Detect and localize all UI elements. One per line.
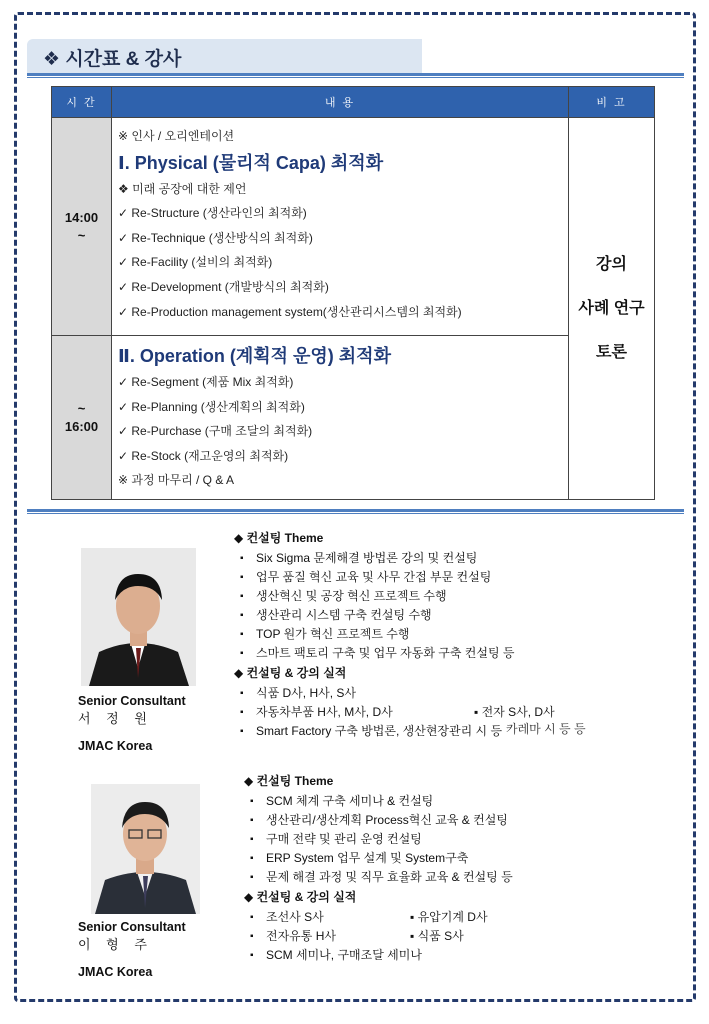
divider	[27, 513, 684, 514]
divider	[27, 77, 684, 78]
instructor-cv: ◆ 컨설팅 Theme ▪ SCM 체계 구축 세미나 & 컨설팅 ▪ 생산관리/생산계획 Process혁신 교육 & 컨설팅 ▪ 구매 전략 및 관리 운영 컨설팅 ▪ ERP System 업무 설계 및 System구축 ▪ 문제 해결 과정 및 직무 효율화 교육 & 컨설팅 등 ◆ 컨설팅 & 강의 실적 ▪ 조선사 S사 ▪ 유압기계 D사 ▪ 전자유통 H사 ▪ 식품 S사 ▪ SCM 세미나, 구매조달 세미나	[244, 771, 513, 965]
section-header	[27, 39, 422, 73]
header-content: 내 용	[112, 87, 569, 118]
instructor-photo	[81, 548, 196, 686]
content-line: ✓ Re-Purchase (구매 조달의 최적화)	[118, 424, 313, 439]
list-item: ▪ SCM 세미나, 구매조달 세미나	[244, 946, 513, 965]
content-block-2	[112, 336, 569, 500]
instructor-info: Senior Consultant 서 정 원 JMAC Korea	[78, 694, 186, 753]
content-heading: Ⅱ. Operation (계획적 운영) 최적화	[118, 346, 391, 366]
time-cell-start: 14:00 ~	[52, 118, 112, 336]
instructor-info: Senior Consultant 이 형 주 JMAC Korea	[78, 920, 186, 979]
list-item: ▪ 식품 D사, H사, S사	[234, 684, 515, 703]
content-line: ✓ Re-Planning (생산계획의 최적화)	[118, 399, 305, 414]
content-line: ✓ Re-Facility (설비의 최적화)	[118, 255, 273, 270]
divider	[27, 73, 684, 76]
header-time: 시 간	[52, 87, 112, 118]
content-line: ✓ Re-Production management system(생산관리시스템의 최적화)	[118, 304, 462, 319]
content-line: ✓ Re-Segment (제품 Mix 최적화)	[118, 375, 294, 389]
list-item: ▪ Smart Factory 구축 방법론, 생산현장관리 시 등 카레마 시 등 등	[234, 722, 515, 741]
list-item: ▪ 구매 전략 및 관리 운영 컨설팅	[244, 830, 513, 849]
list-item: ▪ 스마트 팩토리 구축 및 업무 자동화 구축 컨설팅 등	[234, 644, 515, 663]
instructor-cv: ◆ 컨설팅 Theme ▪ Six Sigma 문제해결 방법론 강의 및 컨설팅 ▪ 업무 품질 혁신 교육 및 사무 간접 부문 컨설팅 ▪ 생산혁신 및 공장 혁신 프로젝트 수행 ▪ 생산관리 시스템 구축 컨설팅 수행 ▪ TOP 원가 혁신 프로젝트 수행 ▪ 스마트 팩토리 구축 및 업무 자동화 구축 컨설팅 등 ◆ 컨설팅 & 강의 실적 ▪ 식품 D사, H사, S사 ▪ 자동차부품 H사, M사, D사 ▪ 전자 S사, D사 ▪ Smart Factory 구축 방법론, 생산현장관리 시 등 카레마 시 등 등	[234, 528, 515, 741]
header-note: 비 고	[569, 87, 655, 118]
list-item: ▪ 자동차부품 H사, M사, D사 ▪ 전자 S사, D사	[234, 703, 515, 722]
diamond-icon: ❖	[43, 49, 61, 70]
content-line: ❖ 미래 공장에 대한 제언	[118, 181, 247, 196]
list-item: ▪ Six Sigma 문제해결 방법론 강의 및 컨설팅	[234, 549, 515, 568]
list-item: ▪ 문제 해결 과정 및 직무 효율화 교육 & 컨설팅 등	[244, 868, 513, 887]
content-block-1	[112, 118, 569, 336]
content-line: ✓ Re-Technique (생산방식의 최적화)	[118, 230, 313, 245]
list-item: ▪ 업무 품질 혁신 교육 및 사무 간접 부문 컨설팅	[234, 568, 515, 587]
content-line: ※ 인사 / 오리엔테이션	[118, 129, 235, 143]
schedule-table	[51, 86, 655, 500]
divider	[27, 509, 684, 512]
time-cell-end: ~ 16:00	[52, 336, 112, 500]
content-line: ✓ Re-Development (개발방식의 최적화)	[118, 279, 329, 294]
section-title: ❖ 시간표 & 강사	[43, 49, 182, 70]
content-heading: Ⅰ. Physical (물리적 Capa) 최적화	[118, 152, 384, 173]
list-item: ▪ TOP 원가 혁신 프로젝트 수행	[234, 625, 515, 644]
content-line: ✓ Re-Stock (재고운영의 최적화)	[118, 448, 289, 463]
list-item: ▪ ERP System 업무 설계 및 System구축	[244, 849, 513, 868]
list-item: ▪ 생산관리/생산계획 Process혁신 교육 & 컨설팅	[244, 811, 513, 830]
list-item: ▪ 생산혁신 및 공장 혁신 프로젝트 수행	[234, 587, 515, 606]
note-cell: 강의 사례 연구 토론	[569, 118, 655, 500]
content-line: ※ 과정 마무리 / Q & A	[118, 473, 235, 488]
list-item: ▪ 조선사 S사 ▪ 유압기계 D사	[244, 908, 513, 927]
list-item: ▪ 생산관리 시스템 구축 컨설팅 수행	[234, 606, 515, 625]
instructor-photo	[91, 784, 200, 914]
content-line: ✓ Re-Structure (생산라인의 최적화)	[118, 206, 307, 221]
list-item: ▪ SCM 체계 구축 세미나 & 컨설팅	[244, 792, 513, 811]
list-item: ▪ 전자유통 H사 ▪ 식품 S사	[244, 927, 513, 946]
